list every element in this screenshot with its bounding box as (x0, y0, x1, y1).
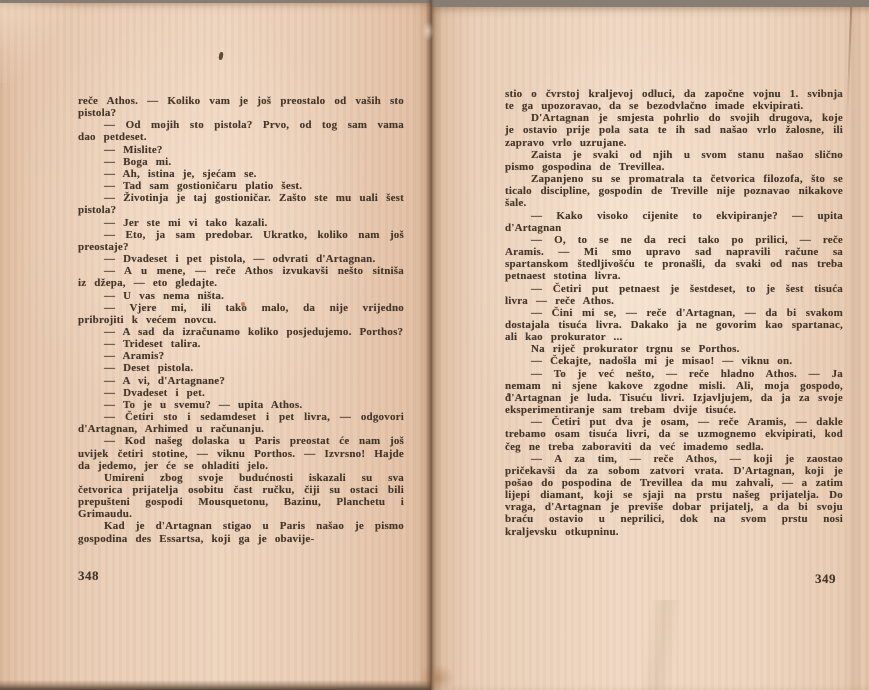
right-page (431, 7, 869, 690)
paragraph: — A vi, d'Artagnane? (104, 374, 226, 387)
paragraph: — Dvadeset i pet pistola, — odvrati d'Artagnan. (104, 253, 376, 266)
paragraph: — Aramis? (104, 350, 165, 363)
paragraph: — Kako visoko cijenite to ekvipiranje? — upita d'Artagnan (505, 209, 843, 234)
paragraph: — Mislite? (104, 143, 163, 156)
paragraph: — Boga mi. (104, 155, 172, 168)
paragraph: — A sad da izračunamo koliko posjedujemo. Porthos? (104, 325, 404, 338)
paragraph: — Životinja je taj gostioničar. Zašto ste mu uali šest pistola? (78, 192, 404, 217)
paragraph: — Dvadeset i pet. (104, 386, 205, 399)
paragraph: — Četiri put petnaest je šestdeset, to je šest tisuća livra — reče Athos. (505, 282, 843, 307)
paragraph: — Jer ste mi vi tako kazali. (104, 216, 268, 229)
paragraph: — Četiri put dva je osam, — reče Aramis, — dakle trebamo osam tisuća livri, da se uzmognemo ekvipirati, kod čeg ne treba zaboraviti da već imademo sedla. (505, 416, 843, 453)
paper-wrinkle (471, 600, 851, 690)
paragraph: — A za tim, — reče Athos, — koji je zaostao pričekavši da za sobom zatvori vrata. D'Artagnan, koji je pošao do pospodina de Trevillea da mu zahvali, — a zatim lijepi diamant, koji se sjaji na prstu našeg prijatelja. Do vraga, d'Artagnan je previše dobar prijatelj, a da bi svoju braću ostavio u neprilici, dok na svom prstu nosi kraljevsku otkupninu. (505, 452, 843, 538)
paragraph: D'Artagnan je smjesta pohrlio do svojih drugova, koje je ostavio prije pola sata te ih sad našao vrlo žalosne, ili zapravo vrlo uzrujane. (505, 112, 843, 149)
paragraph: — U vas nema ništa. (104, 289, 225, 302)
paragraph: Umireni zbog svoje budućnosti iskazali su sva četvorica prijatelja osobitu čast ručku, čiji su ostaci bili prepušteni gospodi Mousquetonu, Bazinu, Planchetu i Grimaudu. (78, 471, 404, 521)
left-page (0, 3, 431, 690)
page-stack-edge (0, 680, 431, 690)
corner-crease (0, 3, 90, 83)
paragraph: stio o čvrstoj kraljevoj odluci, da započne vojnu 1. svibnja te ga upozoravao, da se bezodvlačno imade ekvipirati. (505, 88, 843, 113)
book-gutter-crease (426, 0, 435, 690)
paragraph: — Čini mi se, — reče d'Artagnan, — da bi svakom dostajala tisuća livra. Dakako ja ne govorim kao spartanac, ali kao prokurator ... (505, 306, 843, 344)
ink-speck (218, 52, 224, 61)
paragraph: Kad je d'Artagnan stigao u Paris našao je pismo gospodina des Essartsa, koji ga je obavije- (78, 520, 404, 545)
paragraph: — Četiri sto i sedamdeset i pet livra, — odgovori d'Artagnan, Arhimed u računanju. (78, 411, 404, 436)
paragraph: — Od mojih sto pistola? Prvo, od tog sam vama dao petdeset. (78, 119, 404, 144)
paragraph: Na riječ prokurator trgnu se Porthos. (531, 343, 740, 356)
paragraph: Zaista je svaki od njih u svom stanu našao slično pismo gospodina de Trevillea. (505, 148, 843, 173)
paragraph: — To je u svemu? — upita Athos. (104, 398, 303, 411)
paragraph: reče Athos. — Koliko vam je još preostalo od vaših sto pistola? (78, 95, 404, 120)
paragraph: — Kod našeg dolaska u Paris preostat će nam još uvijek četiri stotine, — viknu Porthos. — Izvrsno! Hajde da jedemo, jer će se ohladiti jelo. (78, 435, 404, 472)
paragraph: — Trideset talira. (104, 338, 201, 351)
right-page-text (505, 88, 843, 538)
paragraph: — Vjere mi, ili tako malo, da nije vrijedno pribrojiti k većem novcu. (78, 301, 404, 326)
paragraph: — Ah, istina je, sjećam se. (104, 167, 257, 180)
right-page-number: 349 (815, 571, 836, 586)
left-page-text (78, 95, 404, 545)
paragraph: — Tad sam gostioničaru platio šest. (104, 180, 303, 193)
paragraph: — Čekajte, nadošla mi je misao! — viknu on. (531, 355, 793, 368)
paragraph: — Eto, ja sam predobar. Ukratko, koliko nam još preostaje? (78, 228, 404, 253)
paragraph: Zapanjeno su se promatrala ta četvorica filozofa, što se ticalo discipline, gospodin de Treville nije poznavao nikakove šale. (505, 173, 843, 210)
paragraph: — A u mene, — reče Athos izvukavši nešto sitniša iz džepa, — eto gledajte. (78, 265, 404, 290)
gutter-stain (419, 664, 455, 690)
left-page-number: 348 (78, 568, 99, 583)
paragraph: — O, to se ne da reci tako po prilici, — reče Aramis. — Mi smo upravo sad napravili račune sa spartanskom štedljivošću te pronašli, da svaki od nas treba petnaest stotina livra. (505, 233, 843, 283)
paragraph: — Deset pistola. (104, 362, 194, 375)
paragraph: — To je već nešto, — reče hladno Athos. — Ja nemam ni sjene kakove zgodne misli. Ali, moja gospodo, d'Artagnan je luda. Tisuću livri. Izjavljujem, da ja za svoje eksperimentiranje sam trebam dvije tisuće. (505, 367, 843, 417)
